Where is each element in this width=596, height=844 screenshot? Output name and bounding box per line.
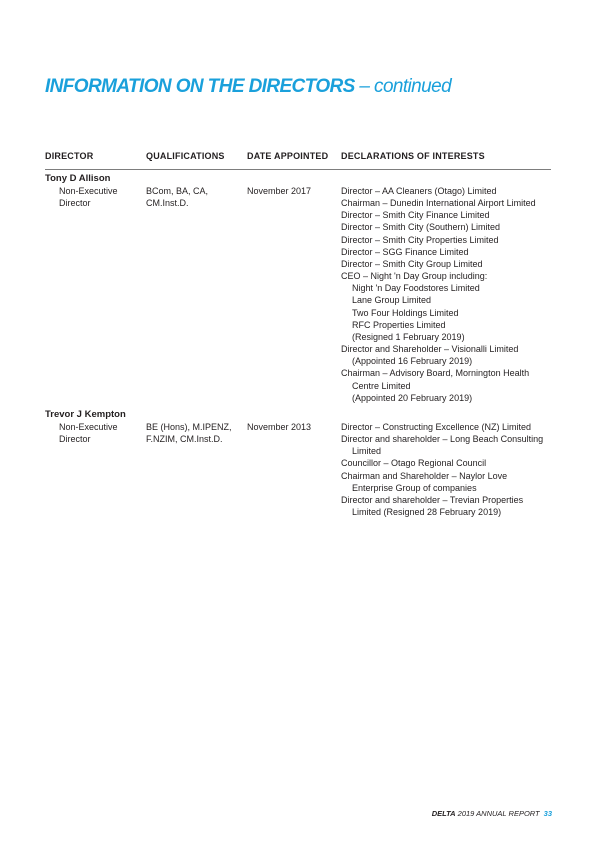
declaration-line: Director – Smith City Group Limited: [341, 258, 483, 269]
director-qualifications: [146, 421, 244, 445]
declaration-line: RFC Properties Limited: [352, 319, 446, 330]
qualification-line: BE (Hons), M.IPENZ,: [146, 422, 232, 432]
role-line: Non-Executive: [59, 186, 118, 196]
director-row-allison: [45, 173, 551, 409]
declaration-line: Chairman and Shareholder – Naylor Love: [341, 470, 508, 481]
table-header: [45, 149, 551, 170]
declaration-line: Chairman – Dunedin International Airport Limited: [341, 198, 536, 209]
footer-report-title: 2019 ANNUAL REPORT: [455, 809, 540, 818]
qualification-line: F.NZIM, CM.Inst.D.: [146, 434, 223, 445]
page-number: 33: [543, 809, 552, 818]
role-line: Director: [59, 198, 91, 209]
declaration-line: CEO – Night 'n Day Group including:: [341, 271, 488, 282]
page-title-suffix: – continued: [354, 76, 452, 97]
director-date-appointed: November 2017: [247, 186, 312, 196]
declaration-line: (Appointed 20 February 2019): [352, 392, 473, 403]
declaration-line: Director and Shareholder – Visionalli Limited: [341, 344, 519, 355]
director-role: [59, 421, 139, 445]
role-line: Director: [59, 434, 91, 445]
role-line: Non-Executive: [59, 422, 118, 432]
director-name: Trevor J Kempton: [45, 409, 126, 420]
declaration-line: Director – Smith City (Southern) Limited: [341, 222, 501, 233]
declaration-line: Two Four Holdings Limited: [352, 307, 459, 318]
declaration-line: Centre Limited: [352, 380, 411, 391]
director-declarations: [341, 421, 556, 518]
declaration-line: Director and shareholder – Long Beach Consulting: [341, 434, 544, 445]
director-role: [59, 185, 139, 209]
qualification-line: CM.Inst.D.: [146, 198, 189, 209]
director-row-kempton: [45, 409, 551, 529]
declaration-line: Chairman – Advisory Board, Mornington Health: [341, 368, 530, 379]
declaration-line: Lane Group Limited: [352, 295, 432, 306]
header-declarations: DECLARATIONS OF INTERESTS: [341, 151, 485, 161]
declaration-line: Limited: [352, 446, 382, 457]
qualification-line: BCom, BA, CA,: [146, 186, 209, 196]
declaration-line: Director – Smith City Properties Limited: [341, 234, 499, 245]
page-title-main: INFORMATION ON THE DIRECTORS: [45, 76, 355, 97]
directors-table: [45, 149, 551, 529]
header-qualifications: QUALIFICATIONS: [146, 151, 225, 161]
declaration-line: Limited (Resigned 28 February 2019): [352, 507, 502, 518]
director-name: Tony D Allison: [45, 173, 111, 184]
declaration-line: Director and shareholder – Trevian Properties: [341, 494, 524, 505]
declaration-line: Enterprise Group of companies: [352, 482, 477, 493]
director-declarations: [341, 185, 556, 404]
header-director: DIRECTOR: [45, 151, 94, 161]
declaration-line: Night 'n Day Foodstores Limited: [352, 283, 480, 294]
page-footer: [432, 809, 552, 818]
declaration-line: Councillor – Otago Regional Council: [341, 458, 487, 469]
declaration-line: (Appointed 16 February 2019): [352, 356, 473, 367]
declaration-line: Director – Smith City Finance Limited: [341, 210, 490, 221]
director-qualifications: [146, 185, 244, 209]
page-title: [45, 76, 451, 98]
director-date-appointed: November 2013: [247, 422, 312, 432]
declaration-line: Director – AA Cleaners (Otago) Limited: [341, 186, 497, 196]
footer-brand: DELTA: [431, 809, 456, 818]
header-date-appointed: DATE APPOINTED: [247, 151, 329, 161]
declaration-line: Director – SGG Finance Limited: [341, 246, 469, 257]
declaration-line: Director – Constructing Excellence (NZ) Limited: [341, 422, 532, 432]
declaration-line: (Resigned 1 February 2019): [352, 331, 465, 342]
